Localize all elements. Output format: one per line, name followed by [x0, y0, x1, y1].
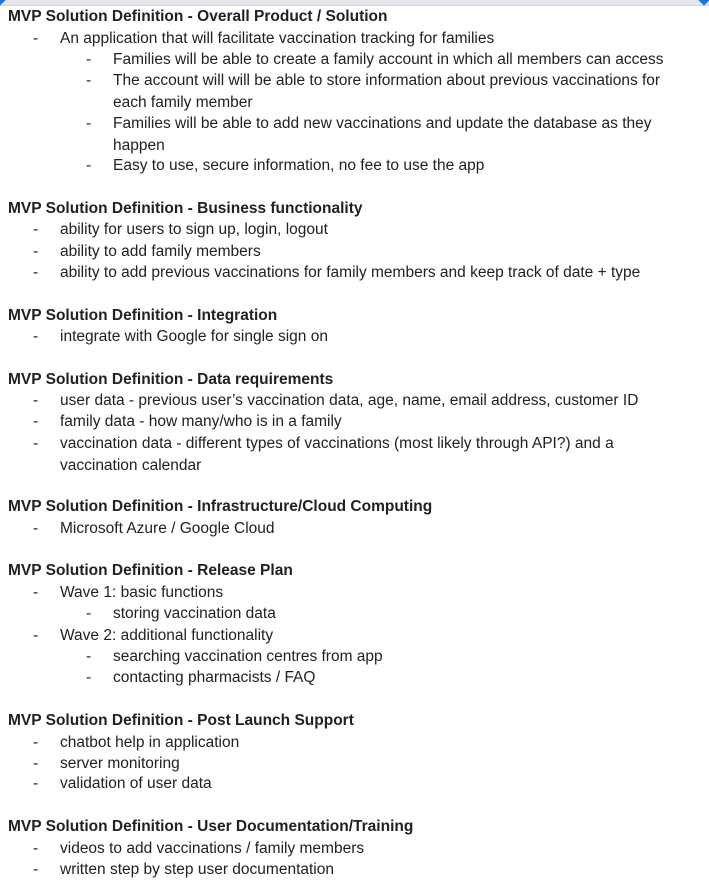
- list-item: - Wave 1: basic functions: [33, 584, 224, 601]
- list-item: - ability to add family members: [33, 243, 261, 260]
- list-item: - The account will will be able to store information about previous vaccinations for each family member: [86, 72, 661, 111]
- selection-handle-right-icon[interactable]: [698, 0, 709, 6]
- list-item: - Families will be able to create a family account in which all members can access: [86, 51, 664, 68]
- list-item: - Families will be able to add new vaccinations and update the database as they happen: [86, 115, 652, 154]
- section-heading-infrastructure: MVP Solution Definition - Infrastructure/Cloud Computing: [8, 498, 433, 515]
- list-item: - chatbot help in application: [33, 734, 240, 751]
- selection-handle-left-icon[interactable]: [0, 0, 6, 6]
- list-item: - user data - previous user’s vaccination data, age, name, email address, customer ID: [33, 392, 639, 409]
- list-item: - server monitoring: [33, 755, 180, 772]
- list-item: - Easy to use, secure information, no fee to use the app: [86, 157, 485, 174]
- section-heading-release-plan: MVP Solution Definition - Release Plan: [8, 562, 293, 579]
- list-item: - Wave 2: additional functionality: [33, 627, 274, 644]
- section-heading-post-launch-support: MVP Solution Definition - Post Launch Support: [8, 712, 354, 729]
- section-heading-business-functionality: MVP Solution Definition - Business functionality: [8, 200, 363, 217]
- section-heading-user-documentation: MVP Solution Definition - User Documentation/Training: [8, 818, 414, 835]
- list-item: - vaccination data - different types of vaccinations (most likely through API?) and a vaccination calendar: [33, 435, 614, 474]
- section-heading-data-requirements: MVP Solution Definition - Data requirements: [8, 371, 334, 388]
- list-item: - ability for users to sign up, login, logout: [33, 221, 328, 238]
- list-item: - searching vaccination centres from app: [86, 648, 383, 665]
- list-item: - integrate with Google for single sign on: [33, 328, 328, 345]
- list-item: - written step by step user documentation: [33, 861, 334, 878]
- list-item: - An application that will facilitate vaccination tracking for families: [33, 30, 495, 47]
- list-item: - family data - how many/who is in a family: [33, 413, 342, 430]
- section-heading-overall-product: MVP Solution Definition - Overall Product / Solution: [8, 8, 388, 25]
- list-item: - validation of user data: [33, 775, 212, 792]
- section-heading-integration: MVP Solution Definition - Integration: [8, 307, 278, 324]
- list-item: - contacting pharmacists / FAQ: [86, 669, 316, 686]
- list-item: - storing vaccination data: [86, 605, 276, 622]
- list-item: - Microsoft Azure / Google Cloud: [33, 520, 275, 537]
- list-item: - videos to add vaccinations / family members: [33, 840, 365, 857]
- list-item: - ability to add previous vaccinations for family members and keep track of date + type: [33, 264, 641, 281]
